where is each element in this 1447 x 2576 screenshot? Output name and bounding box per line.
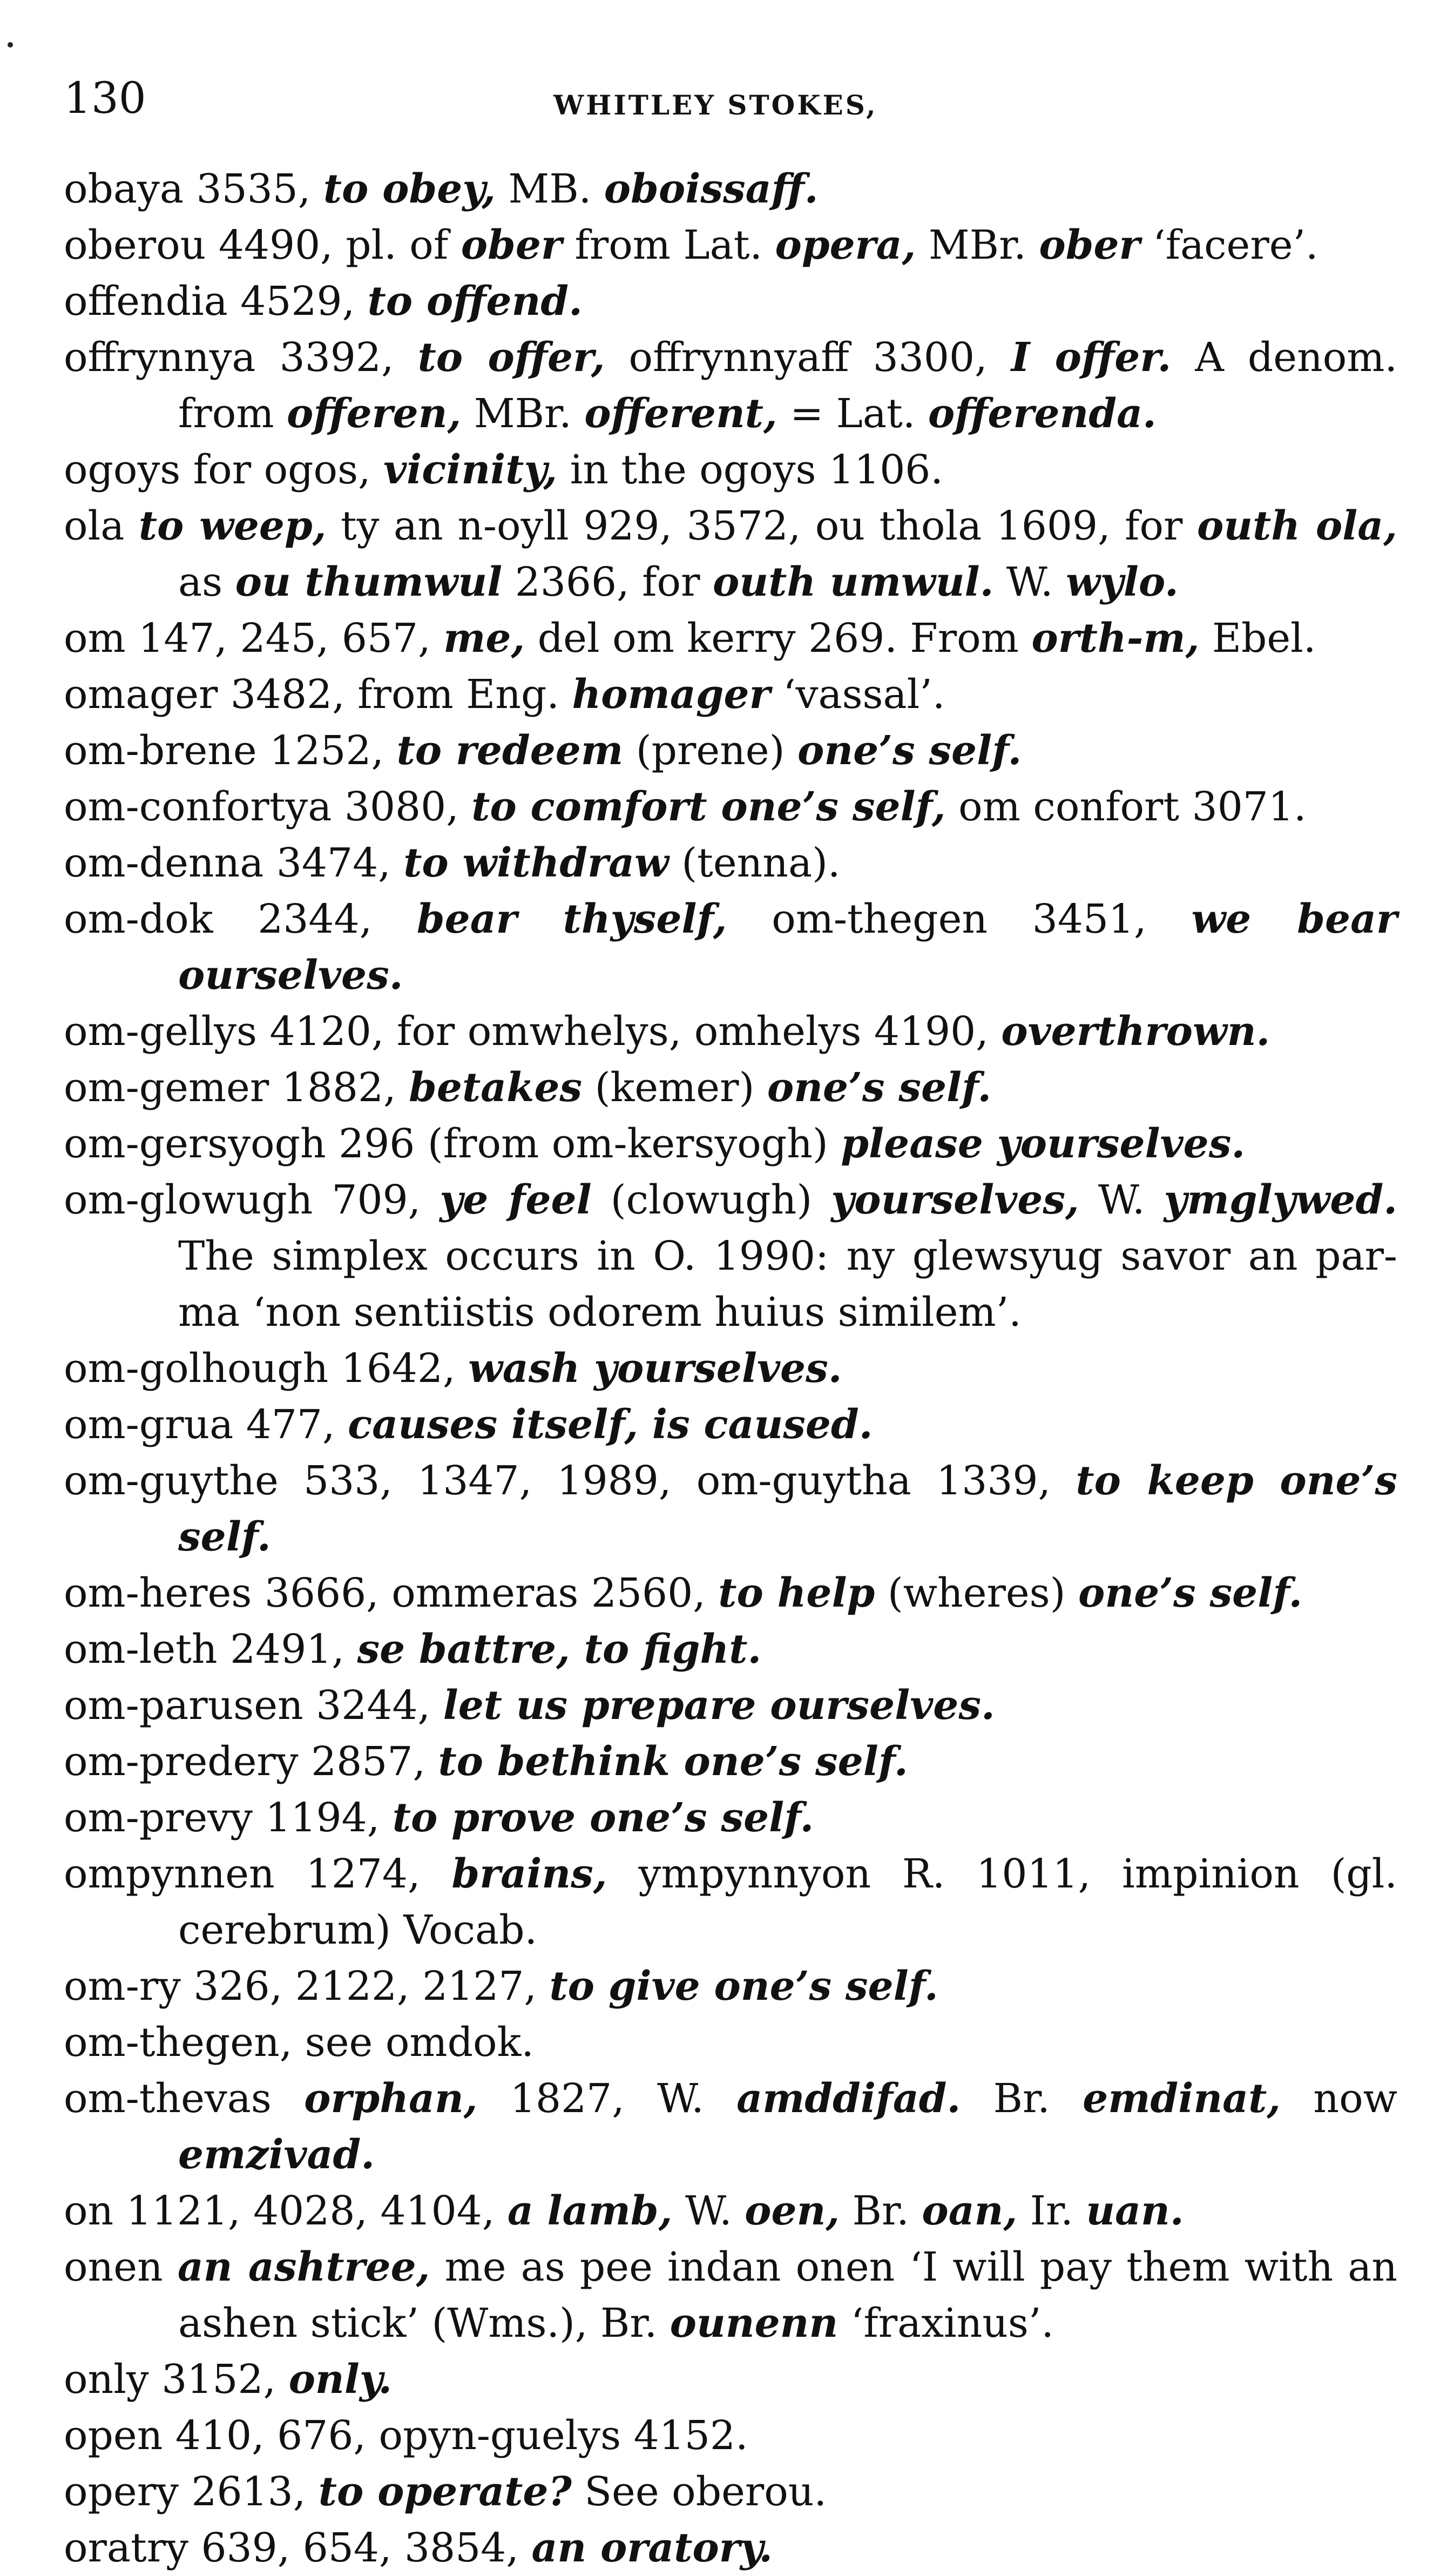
glossary-entry: om-brene 1252, to redeem (prene) one’s self. (64, 727, 1022, 774)
glossary-entry: only 3152, only. (64, 2356, 393, 2403)
glossary-entry: om-gellys 4120, for omwhelys, omhelys 4190, overthrown. (64, 1008, 1270, 1055)
glossary-entry: obaya 3535, to obey, MB. oboissaff. (64, 166, 819, 212)
glossary-entry: omager 3482, from Eng. homager ‘vassal’. (64, 671, 945, 718)
glossary-entry: om-grua 477, causes itself, is caused. (64, 1401, 873, 1448)
margin-dot (8, 42, 13, 48)
running-head: WHITLEY STOKES, (553, 89, 878, 121)
glossary-entry: onen an ashtree, me as pee indan onen ‘I will pay them with an ashen stick’ (Wms.), Br. ounenn ‘fraxinus’. (64, 2244, 1398, 2346)
glossary-entry: om-leth 2491, se battre, to fight. (64, 1626, 762, 1673)
page-number: 130 (64, 73, 146, 123)
glossary-entry: open 410, 676, opyn-guelys 4152. (64, 2412, 748, 2459)
glossary-entry: oratry 639, 654, 3854, an oratory. (64, 2525, 773, 2571)
glossary-entry: om-glowugh 709, ye feel (clowugh) yourselves, W. ymglywed. The simplex occurs in O. 1990: ny glewsyug savor an par-ma ‘non sentiistis odorem huius similem’. (64, 1177, 1397, 1336)
glossary-entry: om-thegen, see omdok. (64, 2019, 534, 2066)
glossary-entry: ola to weep, ty an n-oyll 929, 3572, ou thola 1609, for outh ola, as ou thumwul 2366, for outh umwul. W. wylo. (64, 503, 1398, 605)
glossary-entry: om-predery 2857, to bethink one’s self. (64, 1738, 908, 1785)
glossary-entry: om-ry 326, 2122, 2127, to give one’s self. (64, 1963, 938, 2009)
glossary-entries (64, 161, 1397, 2576)
glossary-entry: oberou 4490, pl. of ober from Lat. opera, MBr. ober ‘facere’. (64, 222, 1318, 268)
glossary-entry: om-confortya 3080, to comfort one’s self, om confort 3071. (64, 784, 1307, 830)
glossary-entry: om-denna 3474, to withdraw (tenna). (64, 840, 841, 886)
glossary-entry: om-thevas orphan, 1827, W. amddifad. Br. emdinat, now emzivad. (64, 2075, 1397, 2178)
glossary-entry: ompynnen 1274, brains, ympynnyon R. 1011, impinion (gl. cerebrum) Vocab. (64, 1851, 1397, 1953)
glossary-entry: om-heres 3666, ommeras 2560, to help (wheres) one’s self. (64, 1570, 1303, 1616)
glossary-entry: om-gemer 1882, betakes (kemer) one’s self. (64, 1064, 992, 1111)
glossary-entry: om-golhough 1642, wash yourselves. (64, 1345, 842, 1392)
glossary-entry: om-prevy 1194, to prove one’s self. (64, 1795, 814, 1841)
glossary-entry: om-dok 2344, bear thyself, om-thegen 3451, we bear ourselves. (64, 896, 1398, 999)
glossary-entry: om-guythe 533, 1347, 1989, om-guytha 1339, to keep one’s self. (64, 1458, 1398, 1560)
glossary-entry: om 147, 245, 657, me, del om kerry 269. From orth-m, Ebel. (64, 615, 1316, 662)
glossary-entry: ogoys for ogos, vicinity, in the ogoys 1106. (64, 447, 943, 493)
glossary-entry: offrynnya 3392, to offer, offrynnyaff 3300, I offer. A denom. from offeren, MBr. offerent, = Lat. offerenda. (64, 334, 1397, 437)
glossary-entry: om-parusen 3244, let us prepare ourselves. (64, 1682, 995, 1729)
glossary-entry: offendia 4529, to offend. (64, 278, 583, 325)
glossary-entry: opery 2613, to operate? See oberou. (64, 2469, 827, 2515)
glossary-entry: om-gersyogh 296 (from om-kersyogh) please yourselves. (64, 1121, 1246, 1167)
glossary-entry: on 1121, 4028, 4104, a lamb, W. oen, Br. oan, Ir. uan. (64, 2188, 1184, 2234)
